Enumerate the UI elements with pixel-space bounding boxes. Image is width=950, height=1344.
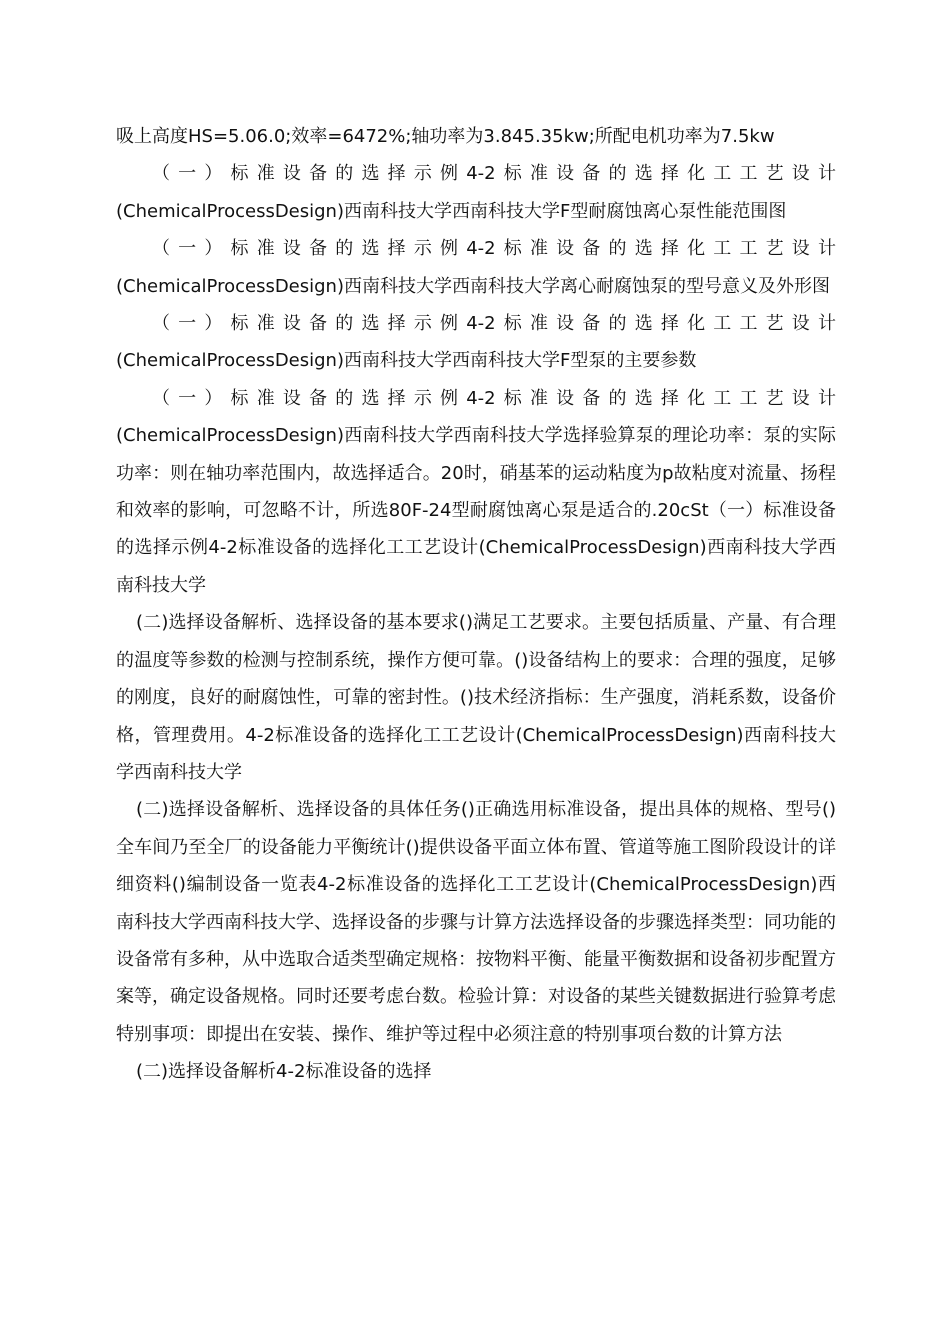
paragraph-model-meaning: （一）标准设备的选择示例4-2标准设备的选择化工工艺设计(ChemicalProcessDesign)西南科技大学西南科技大学离心耐腐蚀泵的型号意义及外形图: [116, 238, 836, 297]
document-body: [116, 118, 836, 1091]
paragraph-pump-specs: 吸上高度HS=5.06.0;效率=6472%;轴功率为3.845.35kw;所配电机功率为7.5kw: [116, 126, 775, 147]
paragraph-power-check: （一）标准设备的选择示例4-2标准设备的选择化工工艺设计(ChemicalProcessDesign)西南科技大学西南科技大学选择验算泵的理论功率：泵的实际功率：则在轴功率范围内，故选择适合。20时，硝基苯的运动粘度为p故粘度对流量、扬程和效率的影响，可忽略不计，所选80F-24型耐腐蚀离心泵是适合的.20cSt（一）标准设备的选择示例4-2标准设备的选择化工工艺设计(ChemicalProcessDesign)西南科技大学西南科技大学: [116, 387, 836, 596]
paragraph-basic-requirements: (二)选择设备解析、选择设备的基本要求()满足工艺要求。主要包括质量、产量、有合理的温度等参数的检测与控制系统，操作方便可靠。()设备结构上的要求：合理的强度，足够的刚度，良好的耐腐蚀性，可靠的密封性。()技术经济指标：生产强度，消耗系数，设备价格，管理费用。4-2标准设备的选择化工工艺设计(ChemicalProcessDesign)西南科技大学西南科技大学: [116, 612, 836, 783]
paragraph-specific-tasks: (二)选择设备解析、选择设备的具体任务()正确选用标准设备，提出具体的规格、型号()全车间乃至全厂的设备能力平衡统计()提供设备平面立体布置、管道等施工图阶段设计的详细资料()编制设备一览表4-2标准设备的选择化工工艺设计(ChemicalProcessDesign)西南科技大学西南科技大学、选择设备的步骤与计算方法选择设备的步骤选择类型：同功能的设备常有多种，从中选取合适类型确定规格：按物料平衡、能量平衡数据和设备初步配置方案等，确定设备规格。同时还要考虑台数。检验计算：对设备的某些关键数据进行验算考虑特别事项：即提出在安装、操作、维护等过程中必须注意的特别事项台数的计算方法: [116, 799, 836, 1045]
paragraph-section-heading: (二)选择设备解析4-2标准设备的选择: [136, 1061, 432, 1083]
paragraph-performance-range: （一）标准设备的选择示例4-2标准设备的选择化工工艺设计(ChemicalProcessDesign)西南科技大学西南科技大学F型耐腐蚀离心泵性能范围图: [116, 163, 836, 222]
paragraph-main-parameters: （一）标准设备的选择示例4-2标准设备的选择化工工艺设计(ChemicalProcessDesign)西南科技大学西南科技大学F型泵的主要参数: [116, 313, 836, 372]
